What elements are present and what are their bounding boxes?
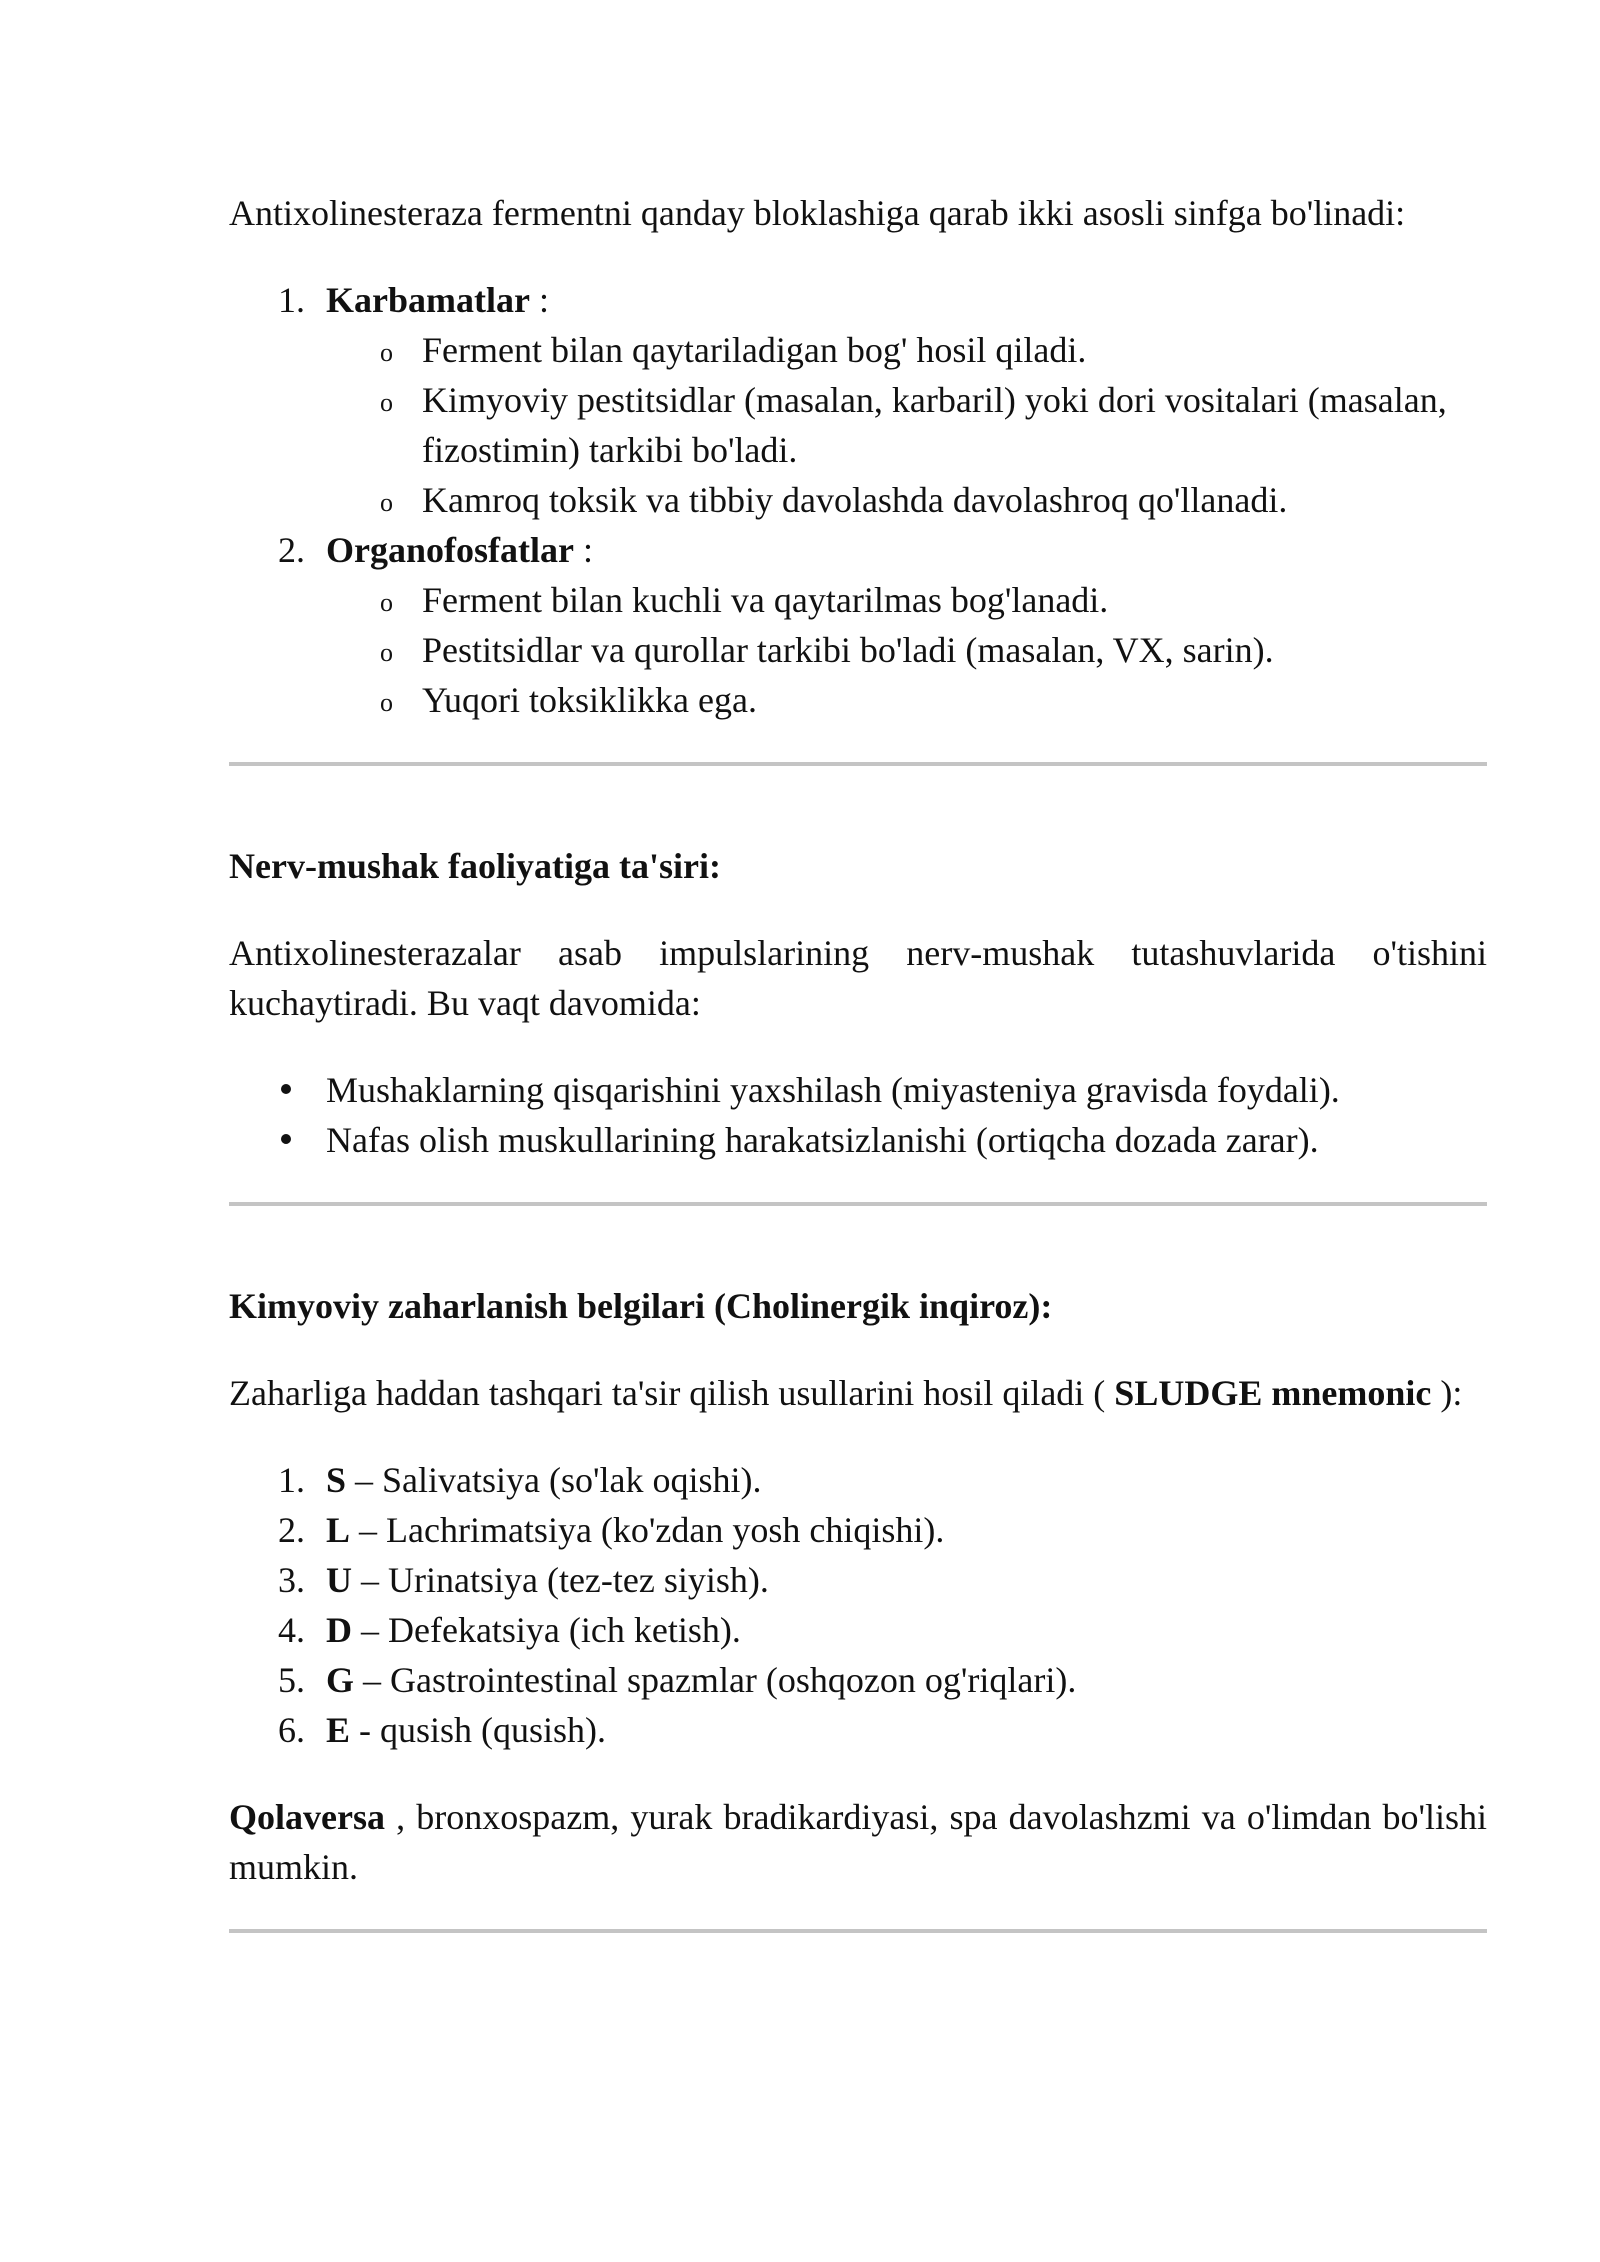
class-points-list	[326, 575, 1487, 725]
effects-bullet-list	[229, 1065, 1487, 1165]
point-text: Ferment bilan qaytariladigan bog' hosil qiladi.	[422, 330, 1087, 370]
point-text: Kimyoviy pestitsidlar (masalan, karbaril) yoki dori vositalari (masalan, fizostimin) tarkibi bo'ladi.	[422, 380, 1447, 470]
section-divider	[229, 1202, 1487, 1206]
class-title: Karbamatlar	[326, 280, 530, 320]
list-number: 6.	[278, 1710, 305, 1750]
list-item	[229, 1605, 1487, 1655]
circle-bullet-icon: o	[380, 338, 393, 367]
point-text: Kamroq toksik va tibbiy davolashda davolashroq qo'llanadi.	[422, 480, 1288, 520]
bullet-dot-icon	[281, 1084, 291, 1094]
mnemonic-letter: D	[326, 1610, 352, 1650]
closing-bold: Qolaversa	[229, 1797, 385, 1837]
list-number: 3.	[278, 1560, 305, 1600]
circle-bullet-icon: o	[380, 638, 393, 667]
mnemonic-text: – Lachrimatsiya (ko'zdan yosh chiqishi).	[350, 1510, 945, 1550]
mnemonic-letter: L	[326, 1510, 351, 1550]
bullet-text: Nafas olish muskullarining harakatsizlanishi (ortiqcha dozada zarar).	[326, 1120, 1319, 1160]
mnemonic-letter: E	[326, 1710, 351, 1750]
list-number: 1.	[278, 1460, 305, 1500]
point-text: Pestitsidlar va qurollar tarkibi bo'ladi (masalan, VX, sarin).	[422, 630, 1274, 670]
list-item	[229, 575, 1487, 625]
list-item	[229, 1455, 1487, 1505]
intro-bold: SLUDGE mnemonic	[1114, 1373, 1432, 1413]
class-title-suffix: :	[529, 280, 549, 320]
section-divider	[229, 1929, 1487, 1933]
closing-paragraph	[229, 1792, 1487, 1892]
bullet-dot-icon	[281, 1134, 291, 1144]
circle-bullet-icon: o	[380, 688, 393, 717]
list-number: 2.	[278, 530, 305, 570]
mnemonic-text: – Gastrointestinal spazmlar (oshqozon og'riqlari).	[354, 1660, 1077, 1700]
list-item	[229, 1655, 1487, 1705]
list-item	[229, 625, 1487, 675]
classes-intro: Antixolinesteraza fermentni qanday bloklashiga qarab ikki asosli sinfga bo'linadi:	[229, 193, 1406, 233]
mnemonic-letter: U	[326, 1560, 352, 1600]
circle-bullet-icon: o	[380, 388, 393, 417]
circle-bullet-icon: o	[380, 588, 393, 617]
sludge-intro	[229, 1368, 1487, 1418]
list-number: 4.	[278, 1610, 305, 1650]
class-title: Organofosfatlar	[326, 530, 574, 570]
bullet-text: Mushaklarning qisqarishini yaxshilash (miyasteniya gravisda foydali).	[326, 1070, 1340, 1110]
list-item	[229, 1705, 1487, 1755]
list-item	[229, 275, 1487, 525]
list-item	[229, 325, 1487, 375]
sludge-list	[229, 1455, 1487, 1755]
mnemonic-text: - qusish (qusish).	[350, 1710, 607, 1750]
list-item	[229, 1115, 1487, 1165]
list-item	[229, 525, 1487, 725]
section-heading: Kimyoviy zaharlanish belgilari (Cholinergik inqiroz):	[229, 1286, 1053, 1326]
section-paragraph: Antixolinesterazalar asab impulslarining nerv-mushak tutashuvlarida o'tishini kuchaytiradi. Bu vaqt davomida:	[229, 933, 1487, 1023]
list-item	[229, 675, 1487, 725]
inhibitor-classes-list	[229, 275, 1487, 725]
list-item	[229, 1505, 1487, 1555]
list-number: 2.	[278, 1510, 305, 1550]
list-item	[229, 375, 1487, 475]
mnemonic-letter: S	[326, 1460, 347, 1500]
intro-text: Zaharliga haddan tashqari ta'sir qilish usullarini hosil qiladi (	[229, 1373, 1115, 1413]
section-heading: Nerv-mushak faoliyatiga ta'siri:	[229, 846, 721, 886]
class-points-list	[326, 325, 1487, 525]
mnemonic-text: – Salivatsiya (so'lak oqishi).	[346, 1460, 762, 1500]
document-content	[229, 188, 1487, 1933]
list-number: 5.	[278, 1660, 305, 1700]
list-item	[229, 1065, 1487, 1115]
point-text: Ferment bilan kuchli va qaytarilmas bog'lanadi.	[422, 580, 1109, 620]
list-item	[229, 475, 1487, 525]
point-text: Yuqori toksiklikka ega.	[422, 680, 757, 720]
closing-text: , bronxospazm, yurak bradikardiyasi, spa davolashzmi va o'limdan bo'lishi mumkin.	[229, 1797, 1487, 1887]
mnemonic-letter: G	[326, 1660, 355, 1700]
list-item	[229, 1555, 1487, 1605]
section-divider	[229, 762, 1487, 766]
list-number: 1.	[278, 280, 305, 320]
mnemonic-text: – Defekatsiya (ich ketish).	[352, 1610, 741, 1650]
intro-text-end: ):	[1431, 1373, 1463, 1413]
class-title-suffix: :	[573, 530, 593, 570]
circle-bullet-icon: o	[380, 488, 393, 517]
mnemonic-text: – Urinatsiya (tez-tez siyish).	[352, 1560, 769, 1600]
